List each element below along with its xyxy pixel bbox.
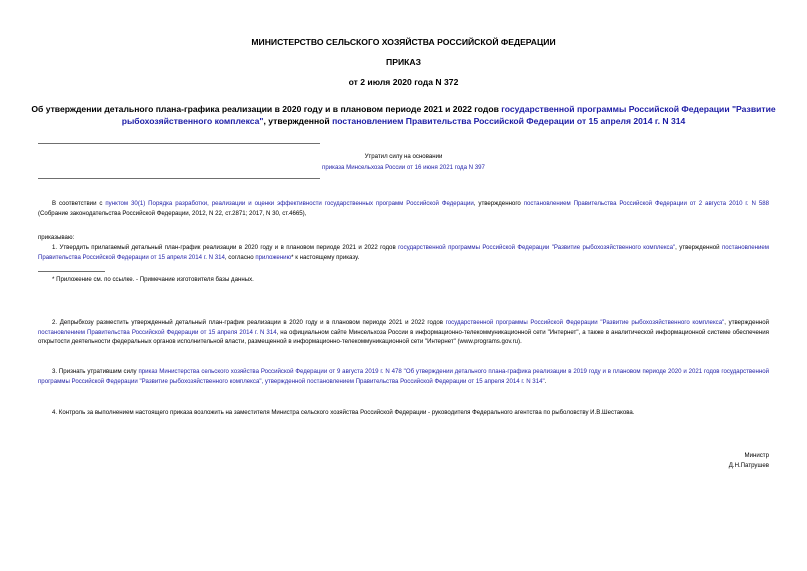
- date-number-heading: от 2 июля 2020 года N 372: [348, 77, 459, 87]
- item1-text-4: * к настоящему приказу.: [291, 253, 360, 261]
- item1-link-appendix[interactable]: приложению: [255, 253, 292, 261]
- item-1-paragraph: [38, 243, 769, 262]
- item-2-paragraph: [38, 318, 769, 347]
- item1-text-1: 1. Утвердить прилагаемый детальный план-график реализации в 2020 году и в плановом периоде 2021 и 2022 годов: [52, 244, 399, 251]
- document-title: [30, 103, 777, 127]
- p1-link-resolution[interactable]: постановлением Правительства Российской Федерации от 2 августа 2010 г. N 588: [523, 200, 770, 207]
- item3-link-order[interactable]: приказ Министерства сельского хозяйства Российской Федерации от 9 августа 2019 г. N 478 "Об утверждении детального плана-графика реализации в 2019 году и в плановом периоде 2020 и 2021 годов государственной программы Российской Федерации "Развитие рыбохозяйственного комплекса", утвержденной постановлением Правительства Российской Федерации от 15 апреля 2014 г. N 314": [38, 368, 770, 385]
- item1-text-3: , согласно: [224, 253, 256, 261]
- item-4-paragraph: 4. Контроль за выполнением настоящего приказа возложить на заместителя Министра сельского хозяйства Российской Федерации - руководителя Федерального агентства по рыболовству И.В.Шестакова.: [52, 409, 635, 416]
- signature-block: [729, 451, 769, 471]
- status-note: [30, 151, 777, 173]
- item2-text-1: 2. Депрыбхозу разместить утвержденный детальный план-график реализации в 2020 году и в плановом периоде 2021 и 2022 годов: [52, 319, 446, 326]
- item2-link-resolution[interactable]: постановлением Правительства Российской Федерации от 15 апреля 2014 г. N 314: [38, 328, 277, 336]
- p1-link-rules[interactable]: пунктом 30(1) Порядка разработки, реализации и оценки эффективности государственных программ Российской Федерации: [105, 200, 474, 207]
- p1-text-1: В соответствии с: [52, 200, 106, 207]
- item-3-paragraph: [38, 367, 769, 386]
- p1-text-3: (Собрание законодательства Российской Федерации, 2012, N 22, ст.2871; 2017, N 30, ст.4665),: [38, 209, 307, 217]
- item1-link-program[interactable]: государственной программы Российской Федерации "Развитие рыбохозяйственного комплекса": [398, 244, 676, 251]
- title-text-1: Об утверждении детального плана-графика реализации в 2020 году и в плановом периоде 2021 и 2022 годов: [31, 104, 502, 114]
- title-link-program[interactable]: государственной программы Российской Федерации "Развитие рыбохозяйственного комплекса": [121, 104, 776, 126]
- divider-top: [38, 143, 320, 144]
- item3-text-2: .: [544, 377, 547, 385]
- status-note-text: Утратил силу на основании: [364, 153, 443, 160]
- footnote-divider: [38, 271, 105, 272]
- item1-link-resolution[interactable]: постановлением Правительства Российской Федерации от 15 апреля 2014 г. N 314: [38, 244, 769, 261]
- ministry-heading: МИНИСТЕРСТВО СЕЛЬСКОГО ХОЗЯЙСТВА РОССИЙСКОЙ ФЕДЕРАЦИИ: [251, 37, 556, 47]
- title-text-2: , утвержденной: [263, 116, 333, 126]
- divider-bottom: [38, 178, 320, 179]
- item3-text-1: 3. Признать утратившим силу: [52, 368, 139, 375]
- footnote-text: * Приложение см. по ссылке. - Примечание изготовителя базы данных.: [52, 276, 254, 283]
- status-note-link[interactable]: приказа Минсельхоза России от 16 июня 2021 года N 397: [322, 164, 485, 171]
- prikazyvayu-text: приказываю:: [38, 234, 75, 241]
- item2-text-2: , утвержденной: [724, 319, 769, 326]
- p1-text-2: , утвержденного: [473, 200, 524, 207]
- item2-link-program[interactable]: государственной программы Российской Федерации "Развитие рыбохозяйственного комплекса": [445, 319, 725, 326]
- signature-name: Д.Н.Патрушев: [728, 462, 769, 469]
- doc-type-heading: ПРИКАЗ: [386, 57, 421, 67]
- item2-text-3: , на официальном сайте Минсельхоза России в информационно-телекоммуникационной сети "Интернет", а также в аналитической информационной системе обеспечения открытости деятельности федеральных органов исполнительной власти, размещенной в информационно-телекоммуникационной сети "Интернет" (www.programs.gov.ru).: [38, 328, 769, 346]
- title-link-resolution[interactable]: постановлением Правительства Российской Федерации от 15 апреля 2014 г. N 314: [332, 116, 686, 126]
- item1-text-2: , утвержденной: [675, 244, 722, 251]
- signature-position: Министр: [744, 452, 769, 459]
- preamble-paragraph: [38, 199, 769, 218]
